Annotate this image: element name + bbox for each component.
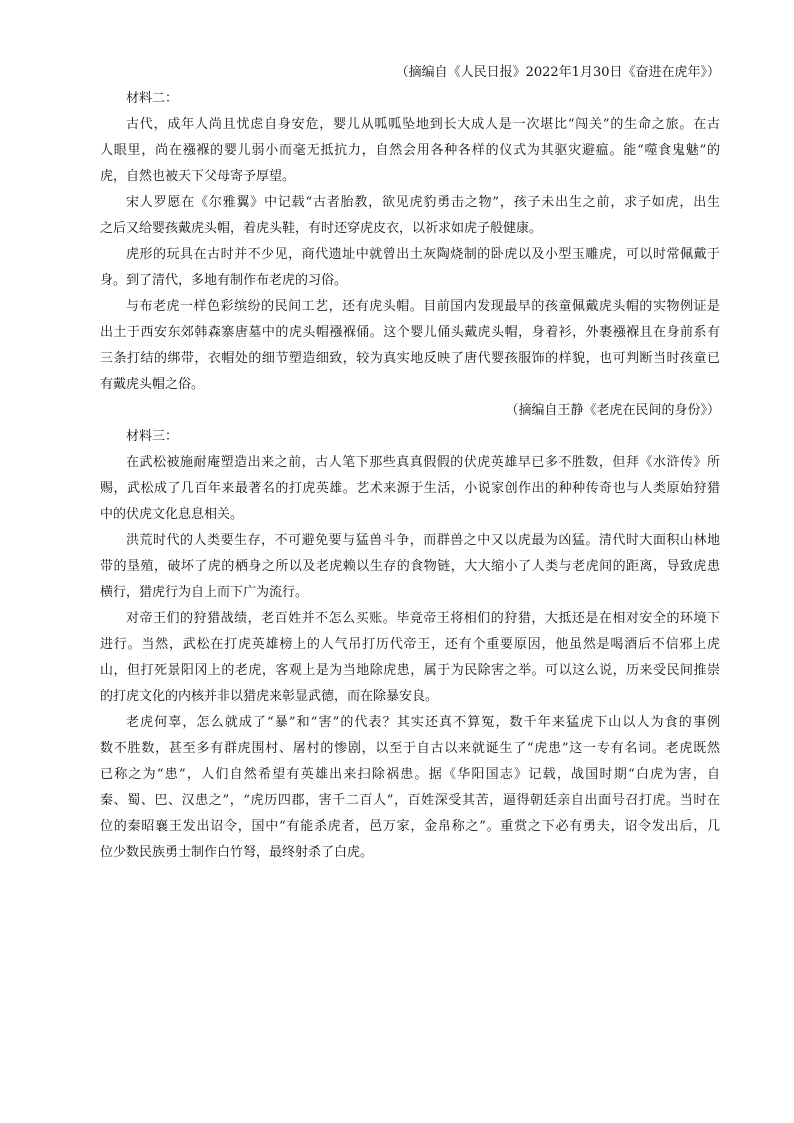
paragraph-line: 的打虎文化的内核并非以猎虎来彰显武德，而在除暴安良。 [100, 689, 439, 704]
paragraph-line: 在武松被施耐庵塑造出来之前，古人笔下那些真真假假的伏虎英雄早已多不胜数，但拜《水浒传》所 [126, 455, 720, 470]
paragraph-line: 赐，武松成了几百年来最著名的打虎英雄。艺术来源于生活，小说家创作出的种种传奇也与人类原始狩猎 [100, 481, 720, 496]
document-page [100, 60, 720, 866]
paragraph-line: 有戴虎头帽之俗。 [100, 377, 205, 392]
paragraph-line: 出土于西安东郊韩森寨唐墓中的虎头帽襁褓俑。这个婴儿俑头戴虎头帽，身着衫，外裹襁褓且在身前系有 [100, 325, 720, 340]
source-citation-1: （摘编自《人民日报》2022年1月30日《奋进在虎年》） [395, 65, 720, 80]
paragraph-line: 位少数民族勇士制作白竹弩，最终射杀了白虎。 [100, 845, 374, 860]
paragraph-line: 身。到了清代，多地有制作布老虎的习俗。 [100, 273, 348, 288]
paragraph-line: 虎形的玩具在古时并不少见，商代遗址中就曾出土灰陶烧制的卧虎以及小型玉雕虎，可以时常佩戴于 [126, 247, 720, 262]
source-citation-2: （摘编自王静《老虎在民间的身份》） [505, 403, 720, 418]
paragraph-line: 洪荒时代的人类要生存，不可避免要与猛兽斗争，而群兽之中又以虎最为凶猛。清代时大面积山林地 [126, 533, 720, 548]
paragraph-line: 宋人罗愿在《尔雅翼》中记载“古者胎教，欲见虎豹勇击之物”，孩子未出生之前，求子如虎，出生 [126, 195, 720, 210]
paragraph-line: 之后又给婴孩戴虎头帽，着虎头鞋，有时还穿虎皮衣，以祈求如虎子般健康。 [100, 221, 543, 236]
material-3-paragraph-3 [100, 606, 720, 710]
paragraph-line: 位的秦昭襄王发出诏令，国中“有能杀虎者，邑万家，金帛称之”。重赏之下必有勇夫，诏令发出后，几 [100, 819, 720, 834]
material-2-paragraph-2 [100, 190, 720, 242]
material-3-paragraph-2 [100, 528, 720, 606]
material-2-paragraph-1 [100, 112, 720, 190]
material-2-paragraph-4 [100, 294, 720, 398]
paragraph-line: 对帝王们的狩猎战绩，老百姓并不怎么买账。毕竟帝王将相们的狩猎，大抵还是在相对安全的环境下 [126, 611, 720, 626]
paragraph-line: 古代，成年人尚且忧虑自身安危，婴儿从呱呱坠地到长大成人是一次堪比“闯关”的生命之旅。在古 [126, 117, 720, 132]
paragraph-line: 已称之为“患”，人们自然希望有英雄出来扫除祸患。据《华阳国志》记载，战国时期“白虎为害，自 [100, 767, 720, 782]
paragraph-line: 带的垦殖，破坏了虎的栖身之所以及老虎赖以生存的食物链，大大缩小了人类与老虎间的距离，导致虎患 [100, 559, 720, 574]
material-3-label: 材料三： [126, 429, 179, 444]
material-2-paragraph-3 [100, 242, 720, 294]
paragraph-line: 进行。当然，武松在打虎英雄榜上的人气吊打历代帝王，还有个重要原因，他虽然是喝酒后不信邪上虎 [100, 637, 720, 652]
paragraph-line: 山，但打死景阳冈上的老虎，客观上是为当地除虎患，属于为民除害之举。可以这么说，历来受民间推崇 [100, 663, 720, 678]
paragraph-line: 与布老虎一样色彩缤纷的民间工艺，还有虎头帽。目前国内发现最早的孩童佩戴虎头帽的实物例证是 [126, 299, 720, 314]
paragraph-line: 虎，自然也被天下父母寄予厚望。 [100, 169, 296, 184]
material-2-label: 材料二： [126, 91, 179, 106]
paragraph-line: 三条打结的绑带，衣帽处的细节塑造细致，较为真实地反映了唐代婴孩服饰的样貌，也可判断当时孩童已 [100, 351, 720, 366]
paragraph-line: 人眼里，尚在襁褓的婴儿弱小而毫无抵抗力，自然会用各种各样的仪式为其驱灾避瘟。能“噬食鬼魅”的 [100, 143, 720, 158]
paragraph-line: 老虎何辜，怎么就成了“暴”和“害”的代表？其实还真不算冤，数千年来猛虎下山以人为食的事例 [126, 715, 720, 730]
paragraph-line: 中的伏虎文化息息相关。 [100, 507, 244, 522]
material-3-paragraph-1 [100, 450, 720, 528]
paragraph-line: 数不胜数，甚至多有群虎围村、屠村的惨剧，以至于自古以来就诞生了“虎患”这一专有名词。老虎既然 [100, 741, 720, 756]
paragraph-line: 横行，猎虎行为自上而下广为流行。 [100, 585, 309, 600]
material-3-paragraph-4 [100, 710, 720, 866]
paragraph-line: 秦、蜀、巴、汉患之”，“虎历四郡，害千二百人”，百姓深受其苦，逼得朝廷亲自出面号召打虎。当时在 [100, 793, 720, 808]
